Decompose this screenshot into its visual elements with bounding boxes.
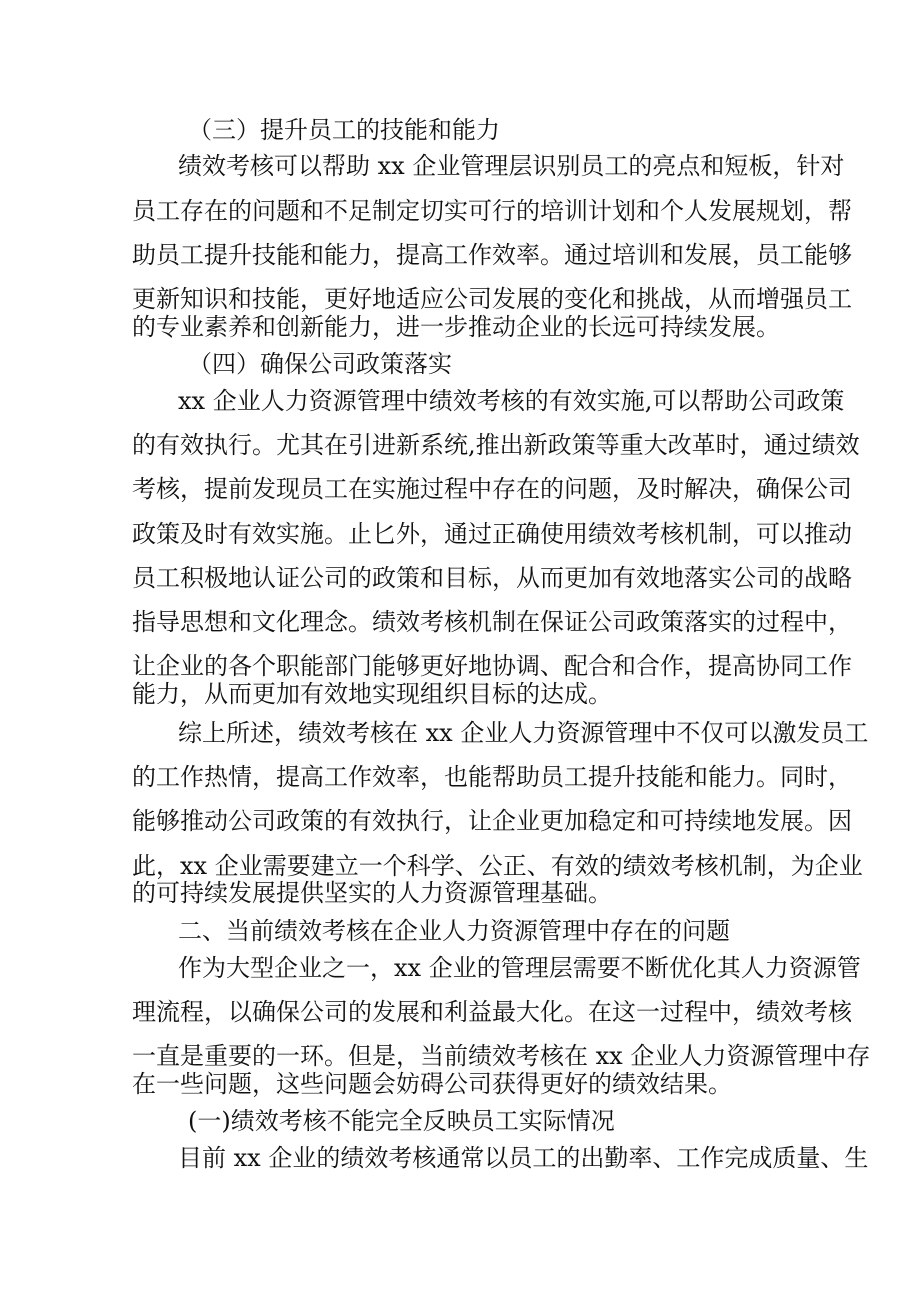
section-heading-2-1: (一)绩效考核不能完全反映员工实际情况: [188, 1107, 615, 1135]
paragraph-line: 综上所述，绩效考核在 xx 企业人力资源管理中不仅可以激发员工: [178, 719, 869, 747]
paragraph-line: 员工积极地认证公司的政策和目标，从而更加有效地落实公司的战略: [132, 564, 852, 592]
section-heading-4: （四）确保公司政策落实: [188, 350, 452, 378]
paragraph-line: 的可持续发展提供坚实的人力资源管理基础。: [132, 879, 612, 907]
chapter-heading-2: 二、当前绩效考核在企业人力资源管理中存在的问题: [178, 917, 730, 945]
paragraph-line: 的专业素养和创新能力，进一步推动企业的长远可持续发展。: [132, 313, 780, 341]
paragraph-line: 能够推动公司政策的有效执行，让企业更加稳定和可持续地发展。因: [132, 807, 852, 835]
paragraph-line: 考核，提前发现员工在实施过程中存在的问题，及时解决，确保公司: [132, 475, 852, 503]
paragraph-line: 能力，从而更加有效地实现组织目标的达成。: [132, 680, 612, 708]
paragraph-line: xx 企业人力资源管理中绩效考核的有效实施,可以帮助公司政策: [178, 387, 845, 415]
paragraph-line: 让企业的各个职能部门能够更好地协调、配合和合作，提高协同工作: [132, 652, 852, 680]
paragraph-line: 指导思想和文化理念。绩效考核机制在保证公司政策落实的过程中，: [132, 608, 852, 636]
section-heading-3: （三）提升员工的技能和能力: [188, 116, 500, 144]
paragraph-line: 此，xx 企业需要建立一个科学、公正、有效的绩效考核机制，为企业: [132, 852, 863, 880]
paragraph-line: 在一些问题，这些问题会妨碍公司获得更好的绩效结果。: [132, 1070, 732, 1098]
paragraph-line: 绩效考核可以帮助 xx 企业管理层识别员工的亮点和短板，针对: [178, 152, 845, 180]
paragraph-line: 政策及时有效实施。止匕外，通过正确使用绩效考核机制，可以推动: [132, 520, 852, 548]
paragraph-line: 的工作热情，提高工作效率，也能帮助员工提升技能和能力。同时，: [132, 763, 852, 791]
paragraph-line: 员工存在的问题和不足制定切实可行的培训计划和个人发展规划，帮: [132, 197, 852, 225]
paragraph-line: 的有效执行。尤其在引进新系统,推出新政策等重大改革时，通过绩效: [132, 431, 860, 459]
paragraph-line: 目前 xx 企业的绩效考核通常以员工的出勤率、工作完成质量、生: [178, 1144, 869, 1172]
paragraph-line: 作为大型企业之一，xx 企业的管理层需要不断优化其人力资源管: [178, 954, 861, 982]
paragraph-line: 更新知识和技能，更好地适应公司发展的变化和挑战，从而增强员工: [132, 285, 852, 313]
paragraph-line: 一直是重要的一环。但是，当前绩效考核在 xx 企业人力资源管理中存: [132, 1042, 871, 1070]
paragraph-line: 理流程，以确保公司的发展和利益最大化。在这一过程中，绩效考核: [132, 998, 852, 1026]
paragraph-line: 助员工提升技能和能力，提高工作效率。通过培训和发展，员工能够: [132, 241, 852, 269]
